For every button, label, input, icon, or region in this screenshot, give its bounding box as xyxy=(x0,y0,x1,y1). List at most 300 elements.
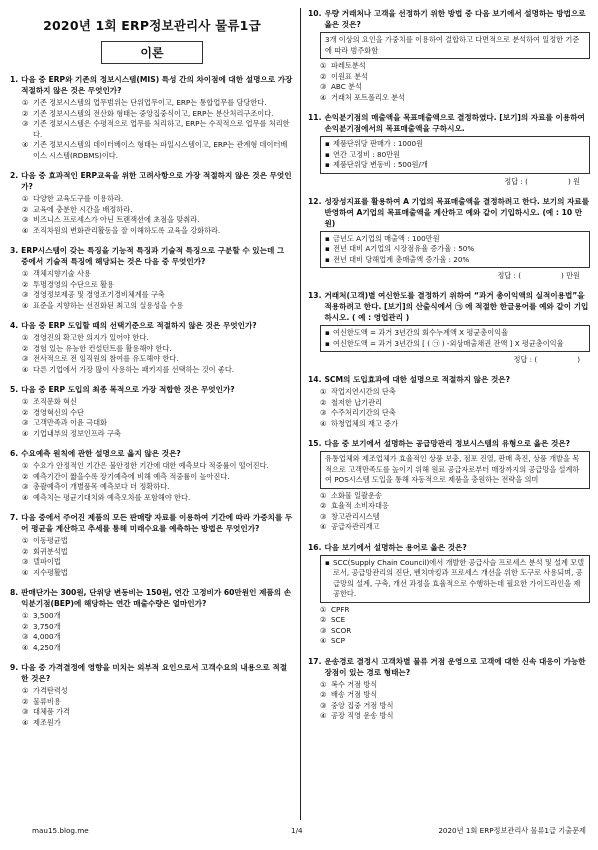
question xyxy=(308,438,590,533)
option-text: 다양한 교육도구를 이용하라. xyxy=(33,194,124,203)
option-text: 기존 정보시스템의 업무범위는 단위업무이고, ERP는 통합업무를 담당한다. xyxy=(33,98,267,107)
question-number: 1. xyxy=(10,75,19,84)
option-list xyxy=(10,98,294,161)
bullet-icon: ▪ xyxy=(325,557,330,567)
answer-option[interactable] xyxy=(22,215,294,226)
option-number: ③ xyxy=(22,707,29,716)
option-number: ① xyxy=(320,387,327,396)
answer-option[interactable] xyxy=(22,109,294,120)
question xyxy=(308,542,590,647)
option-text: 조직차원의 변화관리활동을 잘 이해하도록 교육을 강화하라. xyxy=(33,225,221,235)
option-text: 파레토분석 xyxy=(331,61,366,70)
option-text: SCOR xyxy=(331,625,352,635)
answer-option[interactable] xyxy=(320,408,590,419)
option-text: SCE xyxy=(331,615,346,624)
option-text: 조직문화 혁신 xyxy=(33,397,77,406)
left-question-list xyxy=(10,74,294,728)
question-number: 6. xyxy=(10,449,19,458)
example-box xyxy=(320,555,590,603)
option-number: ④ xyxy=(320,636,327,645)
option-text: CPFR xyxy=(331,604,350,614)
answer-option[interactable] xyxy=(320,522,590,533)
question-stem xyxy=(308,374,590,385)
example-item-text: 제품단위당 판매가 : 1000원 xyxy=(333,139,424,148)
question-stem xyxy=(10,587,294,609)
option-number: ① xyxy=(320,61,327,70)
question-number: 3. xyxy=(10,246,19,255)
option-text: 소화물 일괄운송 xyxy=(331,490,382,500)
answer-option[interactable] xyxy=(22,98,294,109)
answer-option[interactable] xyxy=(320,680,590,691)
option-list xyxy=(10,397,294,439)
example-item-text: SCC(Supply Chain Council)에서 개발한 공급사슬 프로세스 분석 및 설계 모델로서, 공급망관리의 진단, 벤치마킹과 프로세스 개선을 위한 도구로 사용되며, 공급망의 설계, 구축, 개선 과정을 효율적으로 수행하는데 필요한 가이드라인을 제공한다. xyxy=(333,557,585,598)
option-text: 제조원가 xyxy=(33,717,61,727)
example-box xyxy=(320,136,590,174)
bullet-icon: ▪ xyxy=(325,328,330,337)
question xyxy=(10,448,294,503)
answer-option[interactable] xyxy=(320,398,590,409)
option-number: ① xyxy=(320,490,327,500)
option-text: 3,500개 xyxy=(33,611,61,620)
question-text: 성장성지표를 활용하여 A 기업의 목표매출액을 결정하려고 한다. 보기의 자료를 반영하여 A기업의 목표매출액을 계산하고 예와 같이 기입하시오. (예 : 10 만원) xyxy=(324,196,590,228)
option-number: ① xyxy=(22,461,29,470)
question-number: 16. xyxy=(308,542,322,552)
option-text: 기존 정보시스템은 수평적으로 업무를 처리하고, ERP는 수직적으로 업무를 처리한다. xyxy=(33,119,290,139)
answer-option[interactable] xyxy=(22,429,294,440)
option-text: 경영혁신의 수단 xyxy=(33,407,84,417)
question-stem xyxy=(10,662,294,684)
answer-option[interactable] xyxy=(22,226,294,237)
question xyxy=(10,320,294,375)
page-footer xyxy=(0,824,598,840)
question xyxy=(308,8,590,103)
answer-option[interactable] xyxy=(22,547,294,558)
option-text: SCP xyxy=(331,636,345,645)
option-number: ③ xyxy=(320,625,327,635)
answer-option[interactable] xyxy=(320,512,590,523)
option-text: 델파이법 xyxy=(33,557,61,566)
option-number: ② xyxy=(320,71,327,81)
option-text: 중앙 집중 거점 방식 xyxy=(331,700,394,710)
answer-option[interactable] xyxy=(22,718,294,729)
question xyxy=(10,662,294,728)
option-list xyxy=(308,491,590,533)
answer-option[interactable] xyxy=(22,707,294,718)
answer-option[interactable] xyxy=(22,536,294,547)
option-text: 객체지향기술 사용 xyxy=(33,269,91,278)
question xyxy=(10,512,294,578)
example-item xyxy=(325,244,585,255)
option-text: 효율적 소비자대응 xyxy=(331,501,389,510)
option-number: ③ xyxy=(22,632,29,641)
option-number: ④ xyxy=(320,522,327,531)
question-stem xyxy=(308,542,590,553)
bullet-icon: ▪ xyxy=(325,244,330,253)
answer-option[interactable] xyxy=(22,354,294,365)
option-number: ④ xyxy=(22,492,29,502)
question-stem xyxy=(308,656,590,678)
footer-doc-title: 2020년 1회 ERP정보관리사 물류1급 기출문제 xyxy=(438,826,586,835)
option-text: 대체품 가격 xyxy=(33,707,71,716)
question xyxy=(308,290,590,365)
option-text: 지수평활법 xyxy=(33,567,68,577)
question-number: 13. xyxy=(308,291,322,300)
answer-unit: ) 만원 xyxy=(561,271,580,280)
question xyxy=(10,74,294,161)
option-number: ① xyxy=(22,536,29,545)
answer-option[interactable] xyxy=(320,387,590,398)
option-number: ② xyxy=(320,690,327,699)
answer-option[interactable] xyxy=(22,632,294,643)
option-text: 다른 기업에서 가장 많이 사용하는 패키지를 선택하는 것이 좋다. xyxy=(33,364,235,374)
answer-label: 정답 : ( xyxy=(504,176,528,186)
option-text: 기존 정보시스템의 전산화 형태는 중앙집중식이고, ERP는 분산처리구조이다. xyxy=(33,108,274,118)
example-item-text: 연간 고정비 : 80만원 xyxy=(333,149,401,159)
question-number: 2. xyxy=(10,171,19,180)
option-text: 투명경영의 수단으로 활용 xyxy=(33,279,114,289)
question xyxy=(10,384,294,439)
answer-unit: ) xyxy=(577,355,580,364)
question xyxy=(308,112,590,187)
answer-option[interactable] xyxy=(22,205,294,216)
option-text: 작업지연시간의 단축 xyxy=(331,387,396,396)
question-text: 운송경로 결정시 고객차별 물류 거점 운영으로 고객에 대한 신속 대응이 가능한 장점이 있는 경로 형태는? xyxy=(324,656,586,677)
option-text: 3,750개 xyxy=(33,621,61,631)
option-number: ④ xyxy=(320,92,327,102)
option-text: 비즈니스 프로세스가 아닌 트랜잭션에 초점을 맞춰라. xyxy=(33,215,200,224)
example-box: 유통업체와 제조업체가 효율적인 상품 보충, 점포 진열, 판매 촉진, 상품 개발을 목적으로 고객만족도를 높이기 위해 원료 공급자로부터 매장까지의 공급망을 설계하여 POS시스템 도입을 통해 자동적으로 제품을 충원하는 전략을 의미 xyxy=(320,451,590,489)
answer-option[interactable] xyxy=(320,501,590,512)
bullet-icon: ▪ xyxy=(325,233,330,243)
option-text: 창고관리시스템 xyxy=(331,511,380,521)
option-number: ① xyxy=(22,333,29,342)
answer-option[interactable] xyxy=(22,344,294,355)
example-box xyxy=(320,325,590,352)
answer-option[interactable] xyxy=(320,690,590,701)
question-stem xyxy=(10,170,294,192)
question-text: 다음 보기에서 설명하는 용어로 옳은 것은? xyxy=(324,542,467,552)
option-text: 공급자관리재고 xyxy=(331,522,380,531)
option-text: 철저한 납기관리 xyxy=(331,397,382,407)
option-text: 경험 있는 유능한 컨설턴트를 활용해야 한다. xyxy=(33,343,172,353)
answer-option[interactable] xyxy=(320,615,590,626)
option-number: ④ xyxy=(22,364,29,374)
answer-option[interactable] xyxy=(22,365,294,376)
option-number: ① xyxy=(22,686,29,695)
question-text: 다음 중 ERP와 기존의 정보시스템(MIS) 특성 간의 차이점에 대한 설명으로 가장 적절하지 않은 것은 무엇인가? xyxy=(21,75,293,95)
answer-option[interactable] xyxy=(320,605,590,616)
right-question-list xyxy=(308,8,590,722)
option-text: 교육에 충분한 시간을 배정하라. xyxy=(33,204,133,214)
footer-blog-link[interactable]: mau15.blog.me xyxy=(32,826,89,835)
example-box xyxy=(320,231,590,269)
option-text: 가격탄력성 xyxy=(33,686,68,695)
bullet-icon: ▪ xyxy=(325,338,330,348)
option-number: ③ xyxy=(22,557,29,566)
question-text: 손익분기점의 매출액을 목표매출액으로 결정하였다. [보기]의 자료를 이용하여 손익분기점에서의 목표매출액을 구하시오. xyxy=(324,113,585,133)
example-item-text: 여신한도액 = 과거 3년간의 [ ( ㉠ ) -외상매출채권 잔액 ] X 평균총이익율 xyxy=(333,338,564,348)
option-number: ④ xyxy=(22,140,29,149)
page-title: 2020년 1회 ERP정보관리사 물류1급 xyxy=(43,18,261,33)
question xyxy=(10,245,294,311)
question-text: 다음 중 효과적인 ERP교육을 위한 고려사항으로 가장 적절하지 않은 것은 무엇인가? xyxy=(21,171,292,191)
section-label: 이론 xyxy=(101,41,203,64)
option-number: ② xyxy=(320,397,327,407)
option-number: ② xyxy=(22,696,29,706)
option-number: ③ xyxy=(22,119,29,128)
question-stem xyxy=(10,245,294,267)
option-number: ④ xyxy=(22,642,29,652)
answer-unit: ) 원 xyxy=(567,176,580,186)
answer-option[interactable] xyxy=(22,194,294,205)
option-text: 하청업체의 재고 증가 xyxy=(331,418,399,428)
option-text: 수주처리기간의 단축 xyxy=(331,408,396,417)
option-number: ① xyxy=(22,194,29,203)
answer-option[interactable] xyxy=(22,461,294,472)
option-number: ④ xyxy=(22,717,29,727)
option-list xyxy=(308,61,590,103)
bullet-icon: ▪ xyxy=(325,160,330,169)
question-text: 수요예측 원칙에 관한 설명으로 옳지 않은 것은? xyxy=(21,449,181,458)
answer-option[interactable] xyxy=(320,626,590,637)
option-number: ① xyxy=(22,611,29,620)
footer-page-number: 1/4 xyxy=(291,826,303,835)
option-text: 예측기간이 짧을수록 장기예측에 비해 예측 적중률이 높아진다. xyxy=(33,471,230,481)
question-number: 14. xyxy=(308,375,322,384)
answer-option[interactable] xyxy=(22,697,294,708)
question-number: 5. xyxy=(10,385,19,394)
question-stem xyxy=(10,384,294,395)
option-text: 4,250개 xyxy=(33,642,61,652)
bullet-icon: ▪ xyxy=(325,149,330,159)
option-text: 거래처 포트폴리오 분석 xyxy=(331,92,406,102)
option-list xyxy=(10,333,294,375)
answer-option[interactable] xyxy=(22,269,294,280)
question-number: 17. xyxy=(308,656,322,666)
option-number: ② xyxy=(22,204,29,214)
option-number: ④ xyxy=(22,225,29,235)
question-stem xyxy=(10,320,294,331)
bullet-icon: ▪ xyxy=(325,139,330,148)
question xyxy=(308,656,590,722)
answer-line[interactable] xyxy=(308,270,590,281)
option-number: ③ xyxy=(320,700,327,710)
answer-option[interactable] xyxy=(320,72,590,83)
option-list xyxy=(10,269,294,311)
question xyxy=(10,170,294,236)
question xyxy=(10,587,294,653)
option-text: 전사적으로 전 임직원의 참여를 유도해야 한다. xyxy=(33,354,179,363)
option-number: ② xyxy=(22,108,29,118)
bullet-icon: ▪ xyxy=(325,254,330,264)
option-list xyxy=(308,387,590,429)
example-item xyxy=(325,328,585,339)
option-text: 이동평균법 xyxy=(33,536,68,545)
question-text: 판매단가는 300원, 단위당 변동비는 150원, 연간 고정비가 60만원인 제품의 손익분기점(BEP)에 해당하는 연간 매출수량은 얼마인가? xyxy=(21,588,292,608)
example-item-text: 제품단위당 변동비 : 500원/개 xyxy=(333,160,428,169)
option-text: 경영정보제공 및 경영조기경비체계를 구축 xyxy=(33,290,165,299)
example-item-text: 여신한도액 = 과거 3년간의 회수누계액 X 평균총이익율 xyxy=(333,328,509,337)
question-text: SCM의 도입효과에 대한 설명으로 적절하지 않은 것은? xyxy=(324,375,511,384)
column-divider xyxy=(300,8,301,820)
option-number: ② xyxy=(22,546,29,556)
right-column xyxy=(308,8,590,731)
answer-label: 정답 : ( xyxy=(497,271,522,280)
question-number: 15. xyxy=(308,439,322,448)
answer-option[interactable] xyxy=(320,93,590,104)
example-item xyxy=(325,160,585,171)
question-stem xyxy=(308,438,590,449)
option-number: ② xyxy=(22,343,29,353)
question-text: 다음 중 ERP 도입의 최종 목적으로 가장 적합한 것은 무엇인가? xyxy=(21,385,235,394)
option-list xyxy=(10,536,294,578)
option-text: 배송 거점 방식 xyxy=(331,690,378,699)
question-stem xyxy=(308,196,590,229)
option-text: 수요가 안정적인 기간은 불안정한 기간에 대한 예측보다 적중률이 떨어진다. xyxy=(33,461,269,470)
option-number: ① xyxy=(22,98,29,107)
option-text: 물류비용 xyxy=(33,696,61,706)
option-number: ③ xyxy=(320,408,327,417)
option-text: ABC 분석 xyxy=(331,82,362,91)
option-text: 회귀분석법 xyxy=(33,546,68,556)
option-number: ④ xyxy=(22,567,29,577)
question-stem xyxy=(308,8,590,30)
answer-option[interactable] xyxy=(22,290,294,301)
example-box: 3개 이상의 요인을 가중치를 이용하여 결합하고 다면적으로 분석하여 일정한 기준에 따라 범주화함 xyxy=(320,32,590,59)
question-text: 다음 중 가격결정에 영향을 미치는 외부적 요인으로서 고객수요의 내용으로 적절한 것은? xyxy=(21,663,288,683)
option-text: 예측치는 평균기대치와 예측오차를 포함해야 한다. xyxy=(33,492,191,502)
option-number: ④ xyxy=(320,711,327,720)
option-list xyxy=(10,461,294,503)
answer-option[interactable] xyxy=(320,82,590,93)
question-number: 11. xyxy=(308,113,322,122)
option-number: ② xyxy=(22,471,29,481)
option-text: 표준을 지향하는 선진화된 최고의 실용성을 수용 xyxy=(33,300,184,310)
option-list xyxy=(10,611,294,653)
question-text: 거래처(고객)별 여신한도를 결정하기 위하여 “과거 총이익액의 실적이용법”을 적용하려고 한다. [보기]의 산출식에서 ㉠ 에 적절한 한글용어를 예와 같이 기입하시오. ( 예 : 영업관리 ) xyxy=(324,291,589,322)
question xyxy=(308,196,590,282)
answer-option[interactable] xyxy=(22,472,294,483)
option-list xyxy=(308,605,590,647)
question-text: 우량 거래처나 고객을 선정하기 위한 방법 중 다음 보기에서 설명하는 방법으로 옳은 것은? xyxy=(324,9,586,29)
example-item xyxy=(325,558,585,600)
option-number: ③ xyxy=(320,511,327,521)
question-stem xyxy=(308,112,590,134)
option-text: 기업내부의 정보인프라 구축 xyxy=(33,428,121,438)
question-text: ERP시스템이 갖는 특징을 기능적 특징과 기술적 특징으로 구분할 수 있는데 그 중에서 기술적 특징에 해당되는 것은 다음 중 무엇인가? xyxy=(21,246,285,266)
question-number: 10. xyxy=(308,9,322,18)
example-item-text: 전년 대비 당해업계 총매출액 증가율 : 20% xyxy=(333,254,470,264)
answer-option[interactable] xyxy=(320,636,590,647)
answer-line[interactable] xyxy=(308,354,590,365)
question-text: 다음 중에서 주어진 제품의 모든 판매량 자료를 이용하여 기간에 따라 가중치를 두어 평균을 계산하고 추세를 통해 미래수요를 예측하는 방법은 무엇인가? xyxy=(21,513,293,533)
example-item xyxy=(325,139,585,150)
example-item xyxy=(325,234,585,245)
option-text: 총괄예측이 개별품목 예측보다 더 정확하다. xyxy=(33,482,170,491)
option-number: ② xyxy=(320,615,327,624)
answer-option[interactable] xyxy=(22,611,294,622)
answer-option[interactable] xyxy=(320,419,590,430)
option-number: ② xyxy=(22,407,29,417)
option-number: ① xyxy=(320,604,327,614)
example-item xyxy=(325,150,585,161)
question-number: 4. xyxy=(10,321,19,330)
question-number: 12. xyxy=(308,196,322,206)
answer-option[interactable] xyxy=(22,493,294,504)
option-number: ③ xyxy=(22,215,29,224)
answer-option[interactable] xyxy=(22,333,294,344)
answer-option[interactable] xyxy=(320,711,590,722)
option-text: 고객만족과 이윤 극대화 xyxy=(33,418,108,427)
answer-option[interactable] xyxy=(320,701,590,712)
option-text: 기존 정보시스템의 데이터베이스 형태는 파일시스템이고, ERP는 관계형 데이터베이스 시스템(RDBMS)이다. xyxy=(33,140,288,160)
answer-label: 정답 : ( xyxy=(513,355,538,364)
option-number: ③ xyxy=(22,290,29,299)
answer-option[interactable] xyxy=(320,61,590,72)
question-number: 7. xyxy=(10,513,19,522)
answer-option[interactable] xyxy=(22,301,294,312)
example-item xyxy=(325,339,585,350)
answer-option[interactable] xyxy=(22,140,294,161)
left-column xyxy=(10,8,294,737)
option-text: 4,000개 xyxy=(33,632,61,641)
answer-option[interactable] xyxy=(22,568,294,579)
example-item-text: 금년도 A기업의 매출액 : 100만원 xyxy=(333,233,440,243)
question-stem xyxy=(10,512,294,534)
option-number: ③ xyxy=(320,82,327,91)
question-stem xyxy=(10,448,294,459)
answer-option[interactable] xyxy=(22,686,294,697)
question-number: 9. xyxy=(10,663,19,672)
option-text: 복수 거점 방식 xyxy=(331,679,378,689)
answer-option[interactable] xyxy=(320,491,590,502)
question-text: 다음 중 ERP 도입할 때의 선택기준으로 적절하지 않은 것은 무엇인가? xyxy=(21,321,257,330)
answer-option[interactable] xyxy=(22,280,294,291)
option-number: ③ xyxy=(22,354,29,363)
answer-option[interactable] xyxy=(22,482,294,493)
example-list xyxy=(325,558,585,600)
question-stem xyxy=(10,74,294,96)
example-item xyxy=(325,255,585,266)
example-list xyxy=(325,328,585,349)
option-number: ① xyxy=(22,269,29,278)
option-number: ③ xyxy=(22,418,29,427)
example-item-text: 전년 대비 A기업의 시장점유율 증가율 : 50% xyxy=(333,244,475,253)
answer-option[interactable] xyxy=(22,643,294,654)
answer-option[interactable] xyxy=(22,557,294,568)
option-number: ② xyxy=(320,501,327,510)
answer-line[interactable] xyxy=(308,176,590,187)
answer-option[interactable] xyxy=(22,408,294,419)
answer-option[interactable] xyxy=(22,418,294,429)
option-number: ② xyxy=(22,279,29,289)
question-stem xyxy=(308,290,590,323)
option-number: ① xyxy=(320,679,327,689)
option-number: ④ xyxy=(22,300,29,310)
option-number: ④ xyxy=(320,418,327,428)
answer-option[interactable] xyxy=(22,622,294,633)
question-number: 8. xyxy=(10,588,19,597)
option-text: 공장 직영 운송 방식 xyxy=(331,711,394,720)
option-text: 경영진의 확고한 의지가 있어야 한다. xyxy=(33,333,149,342)
option-number: ② xyxy=(22,621,29,631)
option-number: ④ xyxy=(22,428,29,438)
option-list xyxy=(10,194,294,236)
answer-option[interactable] xyxy=(22,397,294,408)
option-number: ③ xyxy=(22,482,29,491)
option-list xyxy=(308,680,590,722)
answer-option[interactable] xyxy=(22,119,294,140)
